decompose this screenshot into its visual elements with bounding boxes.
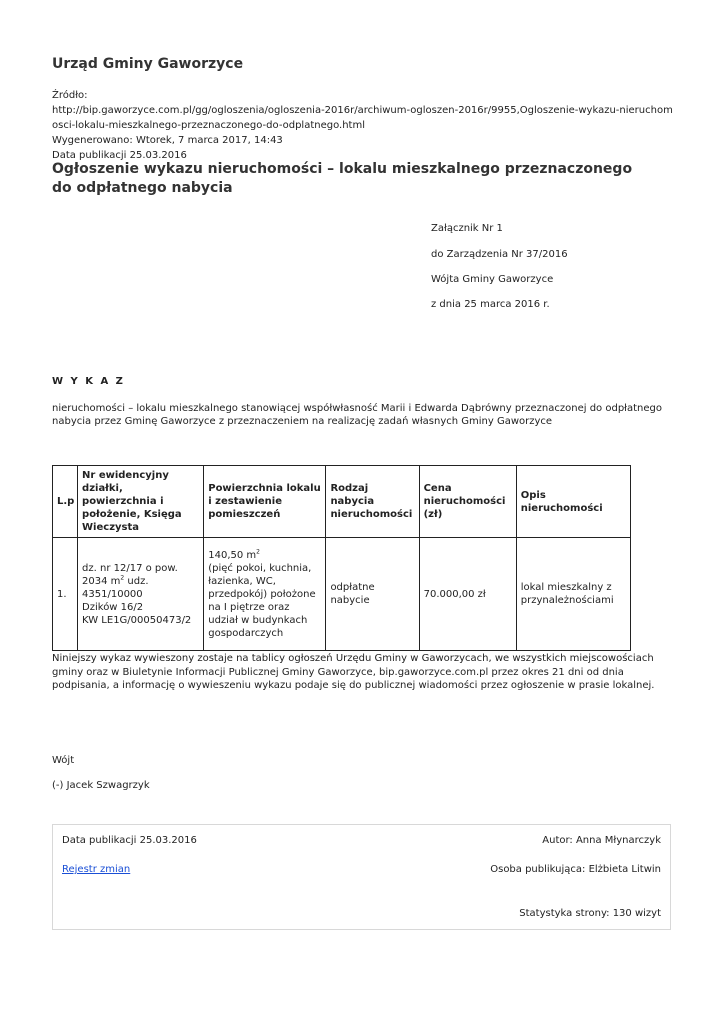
annex-line-1: Załącznik Nr 1 [431, 223, 503, 234]
footer-publication-date: Data publikacji 25.03.2016 [62, 835, 197, 846]
cell-description: lokal mieszkalny z przynależnościami [516, 538, 630, 651]
footer-author: Autor: Anna Młynarczyk [542, 835, 661, 846]
cell-acquisition: odpłatne nabycie [326, 538, 419, 651]
header-lp: L.p [53, 466, 78, 538]
annex-line-2: do Zarządzenia Nr 37/2016 [431, 249, 568, 260]
table-row [53, 538, 631, 651]
parcel-area-sup: 2 [120, 574, 125, 582]
cell-area [204, 538, 326, 651]
parcel-number: dz. nr 12/17 o pow. [82, 562, 178, 574]
signature-name: (-) Jacek Szwagrzyk [52, 780, 150, 791]
header-area: Powierzchnia lokalu i zestawienie pomieszczeń [204, 466, 326, 538]
annex-line-4: z dnia 25 marca 2016 r. [431, 299, 550, 310]
source-label: Źródło: [52, 90, 88, 101]
unit-area-sup: 2 [256, 548, 260, 556]
page-title: Ogłoszenie wykazu nieruchomości – lokalu mieszkalnego przeznaczonego do odpłatnego nabycia [52, 161, 633, 196]
publication-date: Data publikacji 25.03.2016 [52, 150, 187, 161]
footer-stats: Statystyka strony: 130 wizyt [519, 908, 661, 919]
header-price: Cena nieruchomości (zł) [419, 466, 516, 538]
generated-date: Wygenerowano: Wtorek, 7 marca 2017, 14:43 [52, 135, 283, 146]
table-header-row [53, 466, 631, 538]
unit-area-value: 140,50 m [208, 549, 257, 561]
parcel-area-suffix: udz. [124, 575, 149, 587]
notice-text: Niniejszy wykaz wywieszony zostaje na tablicy ogłoszeń Urzędu Gminy w Gaworzycach, we wszystkich miejscowościach gminy oraz w Biuletynie Informacji Publicznej Gminy Gaworzyce, bip.gaworzyce.com.pl przez okres 21 dni od dnia podpisania, a informację o wywieszeniu wykazu podaje się do publicznej wiadomości przez ogłoszenie w prasie lokalnej. [52, 653, 655, 691]
annex-line-3: Wójta Gminy Gaworzyce [431, 274, 554, 285]
property-table [52, 465, 631, 651]
parcel-location: Dzików 16/2 [82, 601, 144, 613]
wykaz-heading: W Y K A Z [52, 376, 125, 387]
header-description: Opis nieruchomości [516, 466, 630, 538]
parcel-area-value: 2034 m [82, 575, 121, 587]
organization-title: Urząd Gminy Gaworzyce [52, 56, 244, 72]
header-acquisition: Rodzaj nabycia nieruchomości [326, 466, 419, 538]
land-register: KW LE1G/00050473/2 [82, 614, 192, 626]
signature-role: Wójt [52, 755, 75, 766]
footer-publisher: Osoba publikująca: Elżbieta Litwin [490, 864, 661, 875]
changes-register-link[interactable]: Rejestr zmian [62, 864, 131, 875]
page-footer [52, 824, 671, 930]
source-url: http://bip.gaworzyce.com.pl/gg/ogloszenia/ogloszenia-2016r/archiwum-ogloszen-2016r/9955,Ogloszenie-wykazu-nieruchomosci-lokalu-mieszkalnego-przeznaczonego-do-odplatnego.html [52, 105, 673, 131]
unit-rooms: (pięć pokoi, kuchnia, łazienka, WC, przedpokój) położone na I piętrze oraz udział w budynkach gospodarczych [208, 562, 316, 639]
parcel-share: 4351/10000 [82, 588, 143, 600]
cell-price: 70.000,00 zł [419, 538, 516, 651]
unit-area [208, 549, 321, 562]
cell-lp: 1. [53, 538, 78, 651]
document-meta [52, 88, 677, 163]
cell-parcel [78, 538, 204, 651]
header-parcel: Nr ewidencyjny działki, powierzchnia i położenie, Księga Wieczysta [78, 466, 204, 538]
parcel-area [82, 575, 199, 588]
wykaz-intro: nieruchomości – lokalu mieszkalnego stanowiącej współwłasność Marii i Edwarda Dąbrówny przeznaczonej do odpłatnego nabycia przez Gminę Gaworzyce z przeznaczeniem na realizację zadań własnych Gminy Gaworzyce [52, 403, 663, 427]
